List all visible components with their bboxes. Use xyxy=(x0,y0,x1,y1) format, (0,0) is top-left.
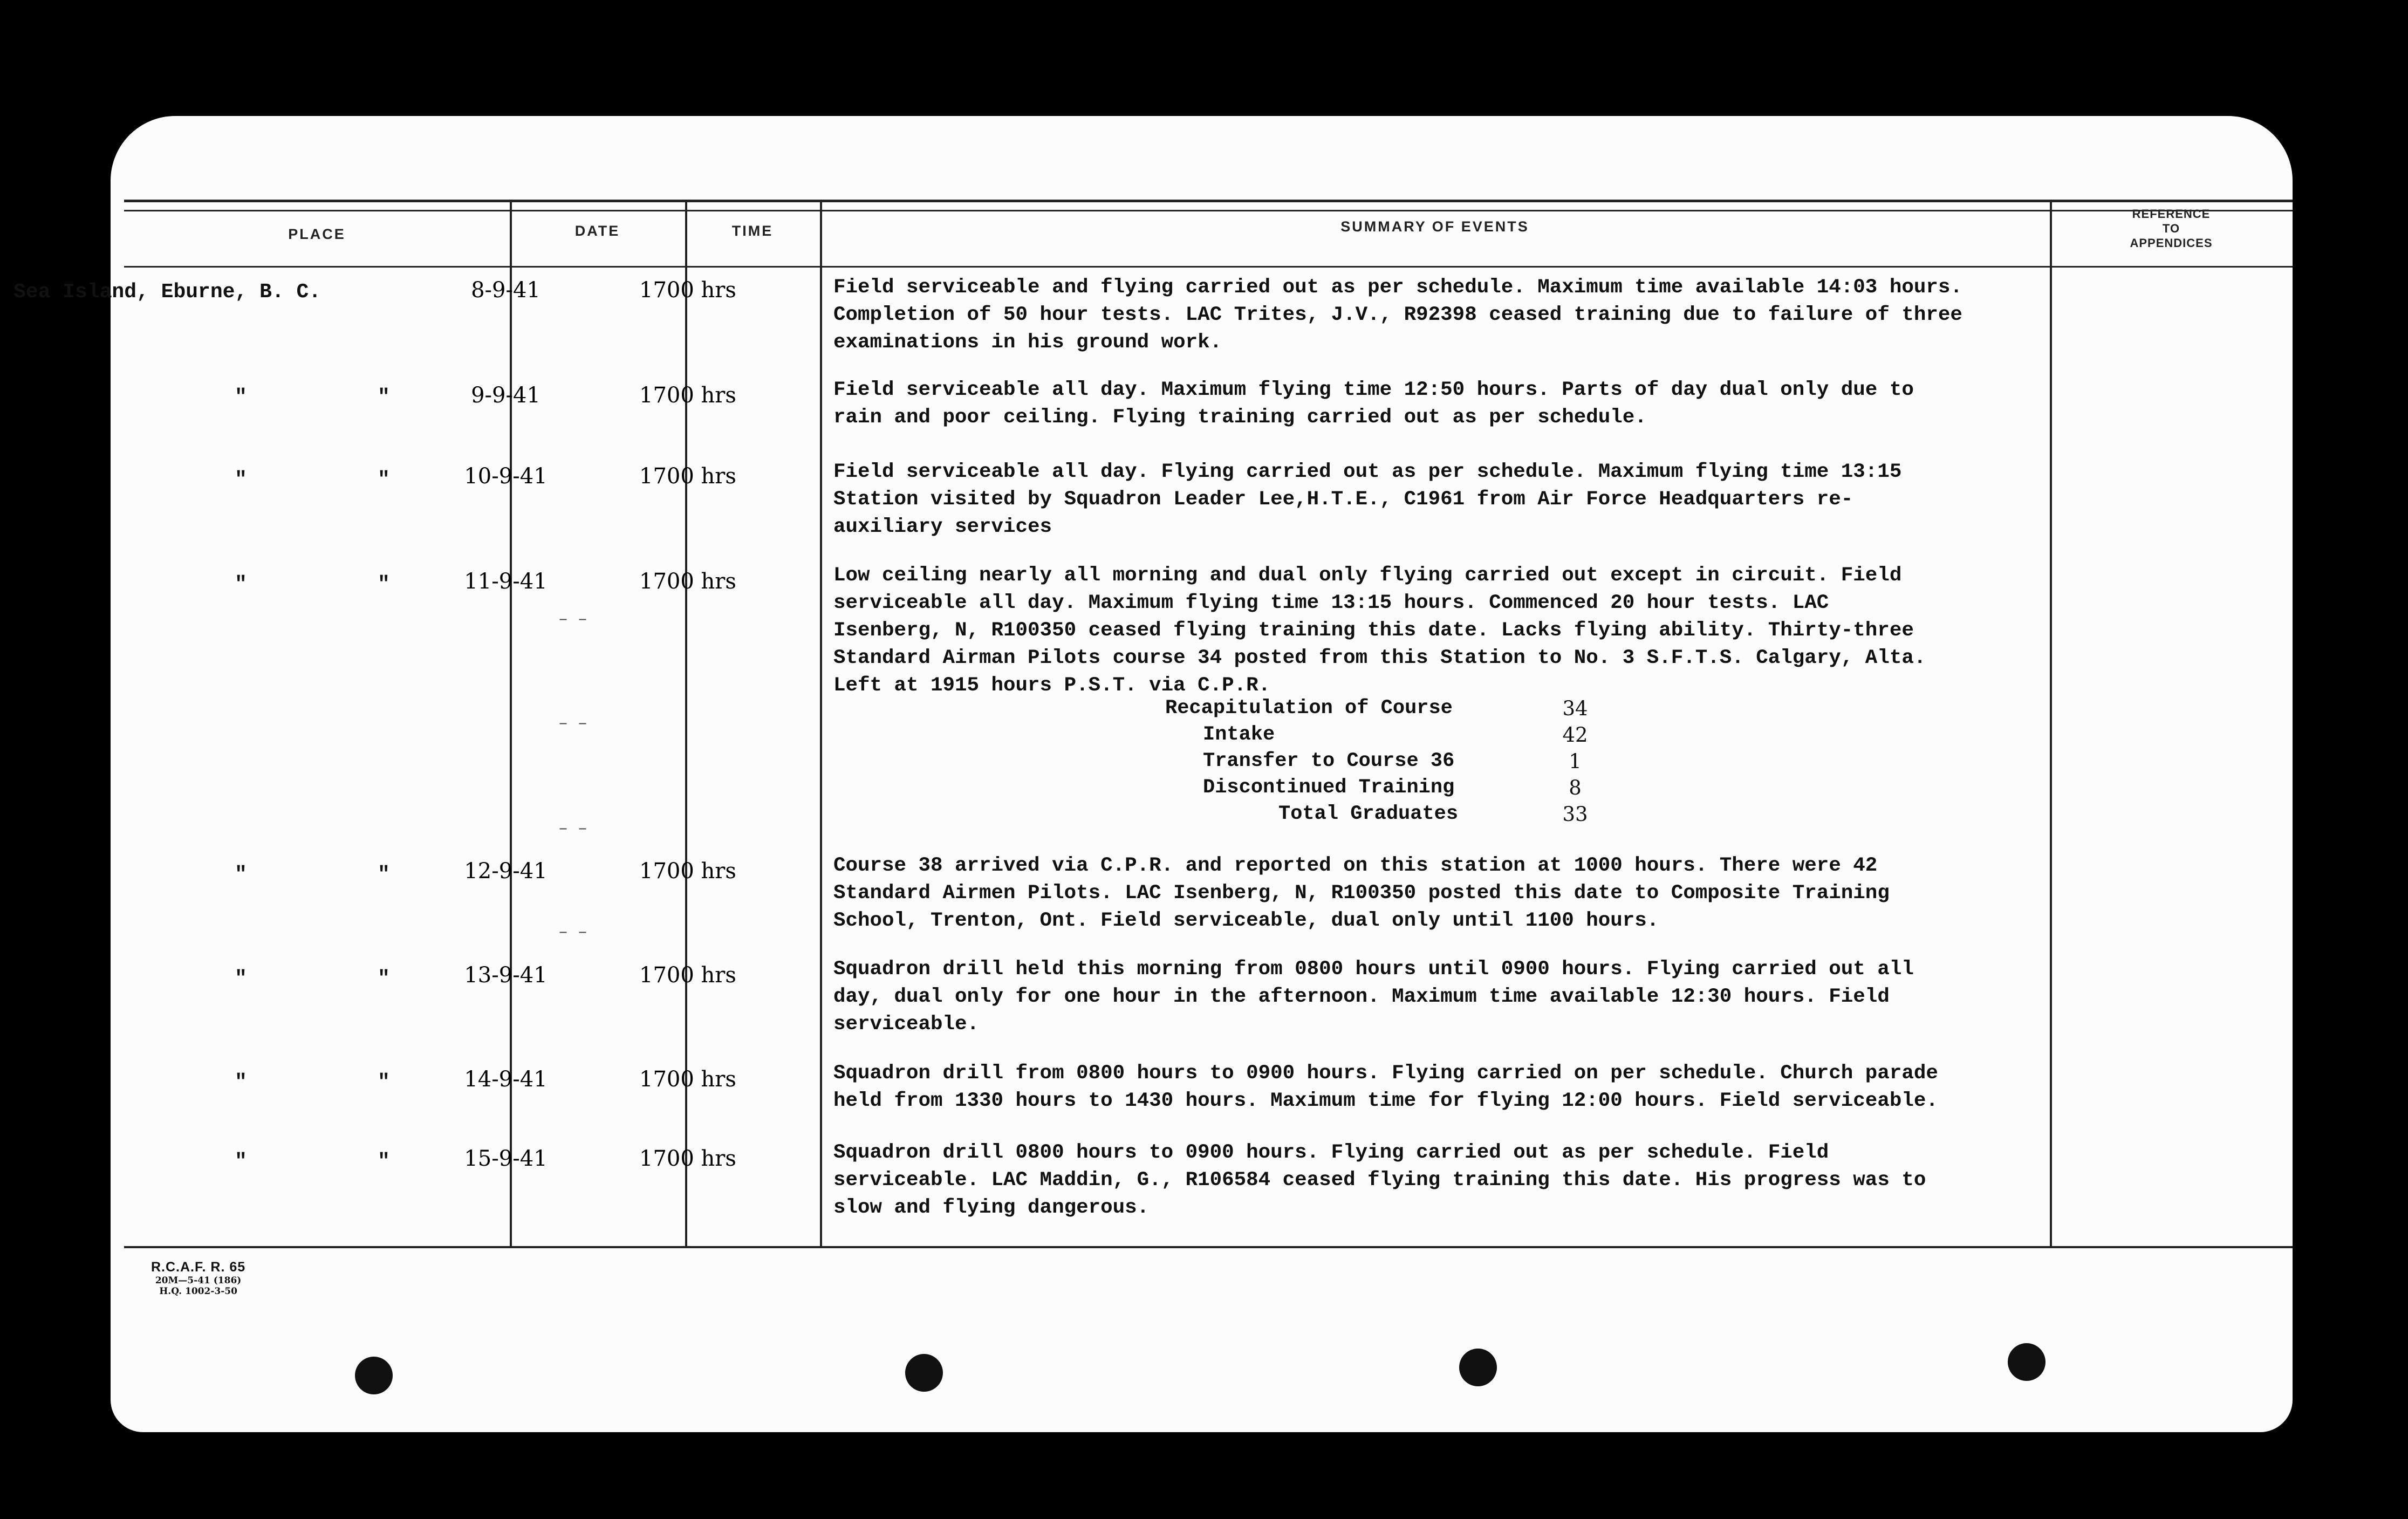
print-code: 20M—5-41 (186) xyxy=(155,1275,242,1286)
dash-mark: – – xyxy=(558,611,588,629)
binder-hole xyxy=(1459,1349,1497,1386)
column-divider xyxy=(820,202,822,1246)
time-cell: 1700 hrs xyxy=(639,1067,736,1092)
recap-value: 8 xyxy=(1569,776,1582,799)
recap-row xyxy=(1165,750,1834,776)
summary-cell: Field serviceable and flying carried out as per schedule. Maximum time available 14:03 hours. Completion of 50 hour tests. LAC Trites, J.V., R92398 ceased training due to failure of three examinations in his ground work. xyxy=(833,276,1962,354)
ditto-mark: " xyxy=(235,967,247,990)
summary-cell: Squadron drill held this morning from 0800 hours until 0900 hours. Flying carried out all day, dual only for one hour in the afternoon. Maximum time available 12:30 hours. Field serviceable. xyxy=(833,958,1914,1036)
recap-value: 33 xyxy=(1562,803,1588,826)
date-cell: 10-9-41 xyxy=(464,464,548,489)
form-number: R.C.A.F. R. 65 xyxy=(151,1260,246,1275)
header-divider xyxy=(124,266,2293,268)
ditto-mark: " xyxy=(378,863,390,886)
dash-mark: – – xyxy=(558,820,588,838)
date-cell: 13-9-41 xyxy=(464,963,548,988)
ditto-mark: " xyxy=(235,468,247,491)
ditto-mark: " xyxy=(235,1071,247,1094)
recap-label: Transfer to Course 36 xyxy=(1203,750,1455,772)
header-time: TIME xyxy=(731,223,774,239)
binder-hole xyxy=(355,1357,393,1394)
header-place: PLACE xyxy=(288,226,346,242)
ditto-mark: " xyxy=(378,1071,390,1094)
ditto-mark: " xyxy=(378,573,390,596)
recap-title-row xyxy=(1165,697,1834,723)
time-cell: 1700 hrs xyxy=(639,569,736,594)
recap-label: Discontinued Training xyxy=(1203,776,1455,799)
time-cell: 1700 hrs xyxy=(639,1146,736,1171)
recap-row xyxy=(1165,723,1834,750)
summary-cell: Low ceiling nearly all morning and dual only flying carried out except in circuit. Field serviceable all day. Maximum flying time 13:15 hours. Commenced 20 hour tests. LAC Isenberg, N, R100350 ceased flying training this date. Lacks flying ability. Thirty-three Standard Airman Pilots course 34 posted from this Station to No. 3 S.F.T.S. Calgary, Alta. Left at 1915 hours P.S.T. via C.P.R. xyxy=(833,564,1926,697)
header-summary: SUMMARY OF EVENTS xyxy=(1340,218,1529,235)
summary-cell: Squadron drill from 0800 hours to 0900 hours. Flying carried on per schedule. Church parade held from 1330 hours to 1430 hours. Maximum time for flying 12:00 hours. Field serviceable. xyxy=(833,1062,1938,1112)
summary-cell: Field serviceable all day. Flying carried out as per schedule. Maximum flying time 13:15 Station visited by Squadron Leader Lee,H.T.E., C1961 from Air Force Headquarters re- auxiliary services xyxy=(833,461,1902,538)
summary-cell: Course 38 arrived via C.P.R. and reported on this station at 1000 hours. There were 42 Standard Airmen Pilots. LAC Isenberg, N, R100350 posted this date to Composite Training School, Trenton, Ont. Field serviceable, dual only until 1100 hours. xyxy=(833,854,1890,932)
date-cell: 9-9-41 xyxy=(471,383,541,408)
summary-cell: Field serviceable all day. Maximum flying time 12:50 hours. Parts of day dual only due to rain and poor ceiling. Flying training carried out as per schedule. xyxy=(833,379,1914,429)
recap-value: 42 xyxy=(1562,723,1588,747)
date-cell: 15-9-41 xyxy=(464,1146,548,1171)
recap-row xyxy=(1165,776,1834,803)
date-cell: 11-9-41 xyxy=(464,569,548,594)
ditto-mark: " xyxy=(378,468,390,491)
recap-row xyxy=(1165,803,1834,829)
ditto-mark: " xyxy=(235,1150,247,1173)
recap-title: Recapitulation of Course xyxy=(1165,697,1453,720)
header-reference: REFERENCE TO APPENDICES xyxy=(2130,207,2213,250)
ditto-mark: " xyxy=(235,863,247,886)
time-cell: 1700 hrs xyxy=(639,464,736,489)
place-cell: Sea Island, Eburne, B. C. xyxy=(13,280,321,304)
ditto-mark: " xyxy=(378,1150,390,1173)
summary-cell: Squadron drill 0800 hours to 0900 hours. Flying carried out as per schedule. Field serviceable. LAC Maddin, G., R106584 ceased flying training this date. His progress was to slow and flying dangerous. xyxy=(833,1141,1926,1219)
ditto-mark: " xyxy=(378,386,390,409)
ditto-mark: " xyxy=(378,967,390,990)
time-cell: 1700 hrs xyxy=(639,278,736,303)
time-cell: 1700 hrs xyxy=(639,383,736,408)
ditto-mark: " xyxy=(235,573,247,596)
dash-mark: – – xyxy=(558,715,588,733)
recap-label: Intake xyxy=(1203,723,1275,746)
date-cell: 8-9-41 xyxy=(471,278,541,303)
recap-label: Total Graduates xyxy=(1278,803,1459,825)
course-recapitulation xyxy=(1165,697,1834,829)
time-cell: 1700 hrs xyxy=(639,963,736,988)
binder-hole xyxy=(905,1354,943,1392)
date-cell: 14-9-41 xyxy=(464,1067,548,1092)
form-identifier xyxy=(151,1260,245,1297)
recap-value: 1 xyxy=(1569,750,1582,773)
hq-reference: H.Q. 1002-3-50 xyxy=(159,1286,237,1297)
time-cell: 1700 hrs xyxy=(639,859,736,884)
date-cell: 12-9-41 xyxy=(464,859,548,884)
header-date: DATE xyxy=(574,223,620,239)
ditto-mark: " xyxy=(235,386,247,409)
recap-value: 34 xyxy=(1562,697,1588,720)
dash-mark: – – xyxy=(558,923,588,942)
binder-hole xyxy=(2008,1343,2046,1381)
